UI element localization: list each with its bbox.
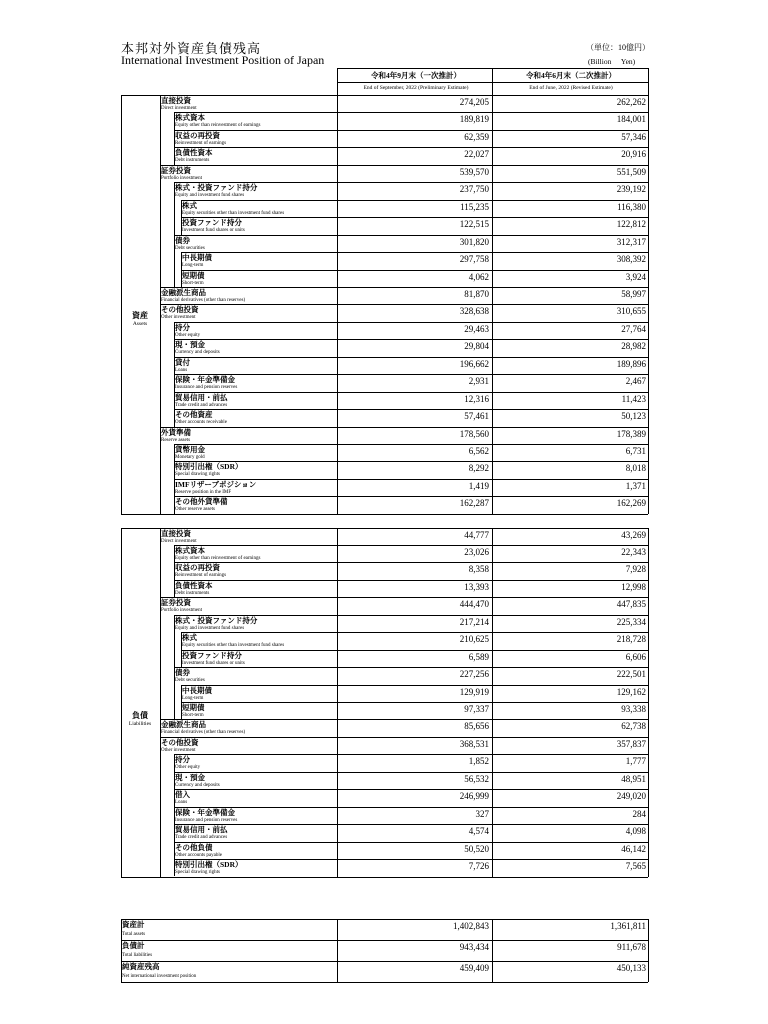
value-jun: 249,020 [616,791,646,802]
value-jun: 116,380 [617,201,646,212]
value-sep: 97,337 [464,704,489,714]
totals-value-jun: 450,133 [616,963,646,973]
row-label-ja: 保険・年金準備金 [175,375,235,385]
value-sep: 115,235 [460,201,489,212]
grid-hline [174,235,648,236]
row-label-ja: 株式・投資ファンド持分 [175,615,258,625]
grid-hline [160,427,648,428]
grid-hline [160,597,648,598]
row-label-en: Other investment [161,315,196,321]
row-label-en: Short-term [182,713,204,718]
value-jun: 20,916 [621,149,646,160]
value-jun: 6,606 [625,651,646,662]
value-sep: 444,470 [459,599,489,610]
grid-vline [174,322,175,427]
value-jun: 1,777 [625,756,646,767]
grid-hline [174,409,648,410]
value-sep: 129,919 [459,686,489,697]
value-sep: 196,662 [459,358,489,369]
totals-value-sep: 459,409 [459,963,489,973]
value-sep: 301,820 [459,236,489,247]
row-label-ja: 中長期債 [182,253,212,263]
totals-label-ja: 純資産残高 [122,962,160,971]
row-label-ja: 投資ファンド持分 [182,650,242,660]
grid-hline [174,147,648,148]
row-label-en: Investment fund shares or units [182,660,245,666]
grid-vline [492,528,493,877]
value-jun: 1,371 [625,480,646,491]
grid-hline [181,702,648,703]
grid-vline [160,95,161,514]
grid-vline [174,112,175,164]
grid-hline [174,357,648,358]
value-sep: 4,574 [468,826,489,837]
value-jun: 239,192 [616,184,646,195]
value-sep: 539,570 [459,166,489,177]
row-label-en: Trade credit and advances [175,402,228,408]
value-jun: 93,338 [621,704,646,714]
totals-label-ja: 資産計 [122,920,145,929]
row-label-ja: 特別引出権（SDR） [175,462,243,472]
row-label-en: Reserve position in the IMF [175,489,232,495]
value-sep: 85,656 [464,721,489,732]
value-jun: 218,728 [616,634,646,645]
row-label-ja: その他外貨準備 [175,497,228,507]
value-jun: 6,731 [625,446,646,456]
row-label-en: Other accounts payable [175,852,222,858]
value-sep: 227,256 [459,669,489,680]
value-sep: 57,461 [464,411,489,422]
grid-hline [174,772,648,773]
page-title-en: International Investment Position of Japan [121,53,325,67]
grid-vline [648,95,649,514]
row-label-ja: 短期債 [182,270,205,280]
value-jun: 312,317 [616,236,646,247]
value-sep: 2,931 [468,376,489,387]
grid-vline [648,919,649,982]
grid-vline [181,252,182,287]
row-label-ja: 債券 [175,668,190,678]
value-jun: 27,764 [621,323,646,334]
grid-hline [121,961,648,962]
column-header-sep-en: End of September, 2022 (Preliminary Estimate) [363,85,469,91]
row-label-ja: 金融派生商品 [161,287,206,297]
row-label-ja: 負債性資本 [175,580,213,590]
row-label-en: Portfolio investment [161,175,202,181]
totals-value-jun: 911,678 [617,942,646,952]
grid-hline [174,479,648,480]
grid-vline [337,528,338,877]
grid-hline [160,165,648,166]
row-label-ja: 外貨準備 [161,427,191,437]
value-jun: 129,162 [616,686,646,697]
value-jun: 11,423 [621,393,646,404]
grid-hline [160,95,648,96]
row-label-en: Trade credit and advances [175,835,228,841]
value-sep: 368,531 [459,738,489,749]
grid-vline [160,528,161,877]
value-sep: 1,852 [468,756,489,767]
row-label-en: Equity securities other than investment fund shares [182,210,285,216]
value-jun: 4,098 [625,826,646,837]
row-label-ja: その他投資 [161,737,199,747]
value-jun: 8,018 [625,463,646,474]
row-label-en: Long-term [182,695,204,701]
grid-hline [174,824,648,825]
row-label-ja: 収益の再投資 [175,563,220,573]
value-sep: 22,027 [464,149,489,160]
value-sep: 246,999 [459,791,489,802]
grid-hline [160,737,648,738]
row-label-en: Financial derivatives (other than reserves) [161,297,246,303]
row-label-en: Special drawing rights [175,870,220,876]
value-jun: 58,997 [621,288,646,299]
value-jun: 262,262 [616,97,646,107]
row-label-ja: 証券投資 [161,598,191,608]
row-label-en: Loans [175,367,188,373]
row-label-en: Reinvestment of earnings [175,573,227,579]
assets-group-label-ja: 資産 [132,311,148,320]
value-jun: 62,738 [621,721,646,732]
row-label-ja: 債券 [175,235,190,245]
row-label-en: Short-term [182,280,204,286]
grid-hline [174,580,648,581]
row-label-en: Equity and investment fund shares [175,193,245,199]
value-jun: 189,896 [616,358,646,369]
value-sep: 328,638 [459,306,489,317]
grid-hline [174,130,648,131]
grid-hline [181,632,648,633]
row-label-ja: 保険・年金準備金 [175,807,235,817]
unit-label-en: (Billion Yen) [588,57,636,66]
grid-vline [648,528,649,877]
grid-hline [174,496,648,497]
row-label-en: Debt instruments [175,590,210,596]
row-label-en: Equity other than reinvestment of earnings [175,123,261,129]
row-label-ja: 貨幣用金 [175,445,205,454]
value-jun: 48,951 [621,773,646,784]
value-jun: 162,269 [616,498,646,509]
value-jun: 7,928 [625,564,646,575]
value-sep: 6,562 [468,446,489,456]
row-label-ja: 貸付 [175,357,190,367]
row-label-ja: 金融派生商品 [161,720,206,730]
grid-hline [174,562,648,563]
row-label-ja: 負債性資本 [175,148,213,158]
row-label-en: Insurance and pension reserves [175,817,238,823]
totals-label-en: Total liabilities [122,953,153,958]
grid-vline [181,685,182,720]
grid-hline [174,754,648,755]
grid-hline [174,339,648,340]
value-sep: 178,560 [459,428,489,439]
grid-hline [121,940,648,941]
grid-hline [174,322,648,323]
row-label-en: Debt securities [175,678,205,684]
value-sep: 122,515 [459,219,489,230]
value-sep: 62,359 [464,131,489,142]
row-label-ja: 投資ファンド持分 [182,218,242,228]
value-jun: 12,998 [621,581,646,592]
row-label-ja: 現・預金 [175,340,205,350]
grid-vline [492,68,493,95]
value-jun: 308,392 [616,254,646,265]
row-label-ja: 持分 [175,322,190,332]
row-label-ja: 持分 [175,755,190,765]
value-jun: 43,269 [621,529,646,540]
value-sep: 8,292 [468,463,489,474]
row-label-en: Direct investment [161,106,197,111]
grid-hline [121,982,648,983]
value-sep: 50,520 [464,843,489,854]
row-label-en: Financial derivatives (other than reserves) [161,730,246,736]
value-sep: 189,819 [459,114,489,125]
totals-value-jun: 1,361,811 [610,921,646,931]
value-sep: 327 [475,808,489,819]
value-sep: 12,316 [464,393,489,404]
column-header-jun-en: End of June, 2022 (Revised Estimate) [529,85,613,91]
row-label-en: Other equity [175,765,201,771]
grid-vline [174,615,175,720]
row-label-ja: 特別引出権（SDR） [175,860,243,870]
row-label-ja: その他負債 [175,842,213,852]
grid-hline [181,252,648,253]
grid-vline [181,632,182,667]
row-label-en: Monetary gold [175,455,205,460]
grid-hline [181,650,648,651]
value-jun: 447,835 [616,599,646,610]
row-label-ja: 借入 [175,790,190,800]
value-sep: 274,205 [459,97,489,107]
row-label-en: Currency and deposits [175,782,220,788]
grid-hline [174,667,648,668]
grid-vline [121,528,122,877]
row-label-ja: 株式 [182,633,197,643]
value-jun: 46,142 [621,843,646,854]
value-sep: 210,625 [459,634,489,645]
value-sep: 162,287 [459,498,489,509]
assets-group-label-en: Assets [132,321,148,327]
value-jun: 122,812 [616,219,646,230]
totals-label-ja: 負債計 [122,941,145,950]
grid-hline [181,200,648,201]
column-header-sep-ja: 令和4年9月末（一次推計） [371,71,461,80]
grid-hline [121,514,648,515]
value-jun: 28,982 [621,341,646,352]
totals-label-en: Total assets [122,932,146,937]
grid-hline [174,859,648,860]
row-label-en: Debt instruments [175,158,210,164]
value-jun: 551,509 [616,166,646,177]
grid-hline [181,685,648,686]
grid-vline [181,200,182,235]
row-label-ja: 株式 [182,200,197,210]
row-label-en: Equity securities other than investment fund shares [182,643,285,649]
value-jun: 178,389 [616,428,646,439]
grid-hline [121,877,648,878]
value-sep: 217,214 [459,616,489,627]
grid-vline [174,182,175,287]
grid-vline [174,444,175,514]
grid-hline [174,461,648,462]
row-label-en: Portfolio investment [161,608,202,614]
grid-vline [174,754,175,876]
unit-label-ja: （単位：10億円） [586,43,650,52]
grid-hline [174,374,648,375]
grid-vline [121,919,122,982]
liabilities-group-label-ja: 負債 [132,711,148,720]
row-label-en: Special drawing rights [175,472,220,478]
row-label-ja: 収益の再投資 [175,130,220,140]
grid-hline [174,182,648,183]
grid-vline [174,545,175,597]
value-sep: 6,589 [468,651,489,662]
row-label-ja: 直接投資 [161,528,191,538]
grid-hline [181,217,648,218]
row-label-ja: 直接投資 [161,96,191,105]
grid-hline [160,287,648,288]
row-label-en: Reinvestment of earnings [175,140,227,146]
row-label-ja: 貿易信用・前払 [175,392,228,402]
value-sep: 1,419 [468,480,489,491]
value-sep: 13,393 [464,581,489,592]
row-label-en: Long-term [182,263,204,269]
value-jun: 184,001 [616,114,646,125]
grid-hline [174,112,648,113]
row-label-ja: 貿易信用・前払 [175,825,228,835]
value-sep: 8,358 [468,564,489,575]
value-sep: 44,777 [464,529,489,540]
grid-hline [174,807,648,808]
row-label-en: Reserve assets [161,437,191,443]
grid-hline [174,545,648,546]
value-jun: 222,501 [616,669,646,680]
row-label-en: Other equity [175,332,201,338]
page-title-ja: 本邦対外資産負債残高 [121,41,262,56]
row-label-ja: IMFリザーブポジション [175,479,257,489]
row-label-ja: 現・預金 [175,772,205,782]
value-jun: 284 [632,808,646,819]
grid-hline [174,392,648,393]
row-label-en: Debt securities [175,245,205,251]
row-label-ja: その他投資 [161,305,199,315]
grid-vline [337,68,338,95]
grid-vline [648,68,649,95]
row-label-ja: 株式資本 [175,545,205,555]
value-jun: 357,837 [616,738,646,749]
grid-hline [181,270,648,271]
grid-hline [174,789,648,790]
grid-vline [492,919,493,982]
row-label-en: Investment fund shares or units [182,228,245,234]
grid-vline [492,95,493,514]
totals-value-sep: 1,402,843 [453,921,489,931]
row-label-en: Equity and investment fund shares [175,625,245,631]
grid-hline [174,842,648,843]
value-jun: 22,343 [621,546,646,557]
row-label-en: Currency and deposits [175,350,220,356]
value-jun: 7,565 [625,861,646,872]
totals-label-en: Net international investment position [122,974,197,979]
row-label-en: Other reserve assets [175,507,215,513]
row-label-ja: 中長期債 [182,685,212,695]
value-jun: 57,346 [621,131,646,142]
value-sep: 7,726 [468,861,489,872]
grid-vline [121,95,122,514]
row-label-ja: 株式資本 [175,113,205,123]
row-label-ja: 短期債 [182,703,205,712]
value-sep: 56,532 [464,773,489,784]
value-sep: 29,804 [464,341,489,352]
value-sep: 4,062 [468,271,489,282]
totals-value-sep: 943,434 [459,942,489,952]
row-label-ja: 株式・投資ファンド持分 [175,183,258,193]
row-label-en: Direct investment [161,538,197,544]
row-label-en: Equity other than reinvestment of earnings [175,555,261,561]
column-header-jun-ja: 令和4年6月末（二次推計） [526,71,616,80]
value-jun: 2,467 [625,376,646,387]
row-label-ja: その他資産 [175,410,213,420]
grid-hline [174,444,648,445]
value-jun: 225,334 [616,616,646,627]
value-sep: 297,758 [459,254,489,265]
liabilities-group-label-en: Liabilities [128,721,152,727]
value-sep: 237,750 [459,184,489,195]
grid-hline [174,615,648,616]
grid-vline [337,919,338,982]
value-sep: 81,870 [464,288,489,299]
row-label-ja: 証券投資 [161,165,191,175]
row-label-en: Loans [175,800,188,806]
value-jun: 50,123 [621,411,646,422]
grid-hline [160,719,648,720]
row-label-en: Other investment [161,747,196,753]
value-jun: 3,924 [625,271,646,282]
row-label-en: Other accounts receivable [175,420,227,426]
grid-hline [121,528,648,529]
value-sep: 29,463 [464,323,489,334]
grid-hline [121,919,648,920]
value-jun: 310,655 [616,306,646,317]
grid-hline [160,304,648,305]
value-sep: 23,026 [464,546,489,557]
grid-vline [337,95,338,514]
row-label-en: Insurance and pension reserves [175,385,238,391]
